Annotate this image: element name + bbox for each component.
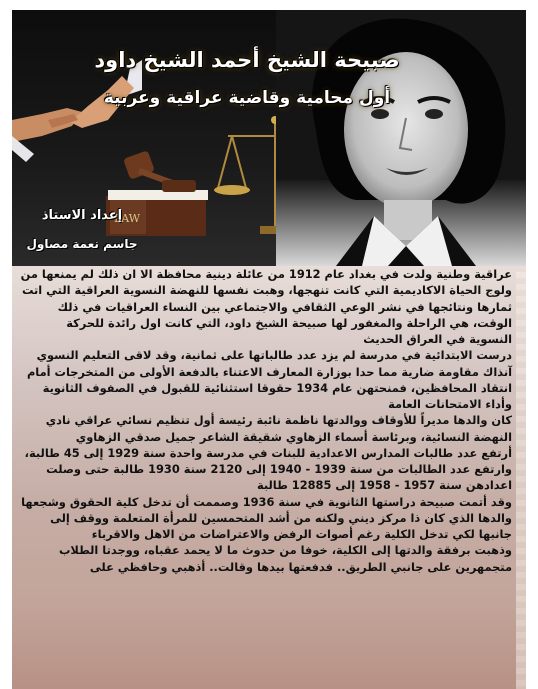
headline-name: صبيحة الشيخ أحمد الشيخ داود (94, 48, 400, 72)
article-body (12, 266, 526, 689)
author-credit (22, 208, 142, 251)
article-text (20, 266, 512, 575)
paragraph: وذهبت برفقة والدتها إلى الكلية، خوفا من حدوث ما لا يحمد عقباه، ووجدتا الطلاب متجمهرين على جانبي الطريق.. فدفعتها بيدها وقالت.. أذهبي وحافظي على (58, 543, 512, 574)
paragraph: درست الابتدائية في مدرسة لم يزد عدد طالباتها على ثمانية، وقد لاقى التعليم النسوي آنذاك مقاومة ضارية مما حدا بوزارة المعارف الاعتناء بالدفعة الأولى من المتخرجات أمام انتقاد المحافظين، فمنحتهن عام 1934 حقوقا استثنائية للقبول في الصفوف الثانوية وأداء الامتحانات العامة (26, 348, 512, 411)
decorative-border (516, 266, 526, 689)
headline-block (82, 48, 412, 108)
credit-author-name: جاسم نعمة مصاول (26, 237, 138, 251)
header-banner (12, 10, 526, 266)
credit-label: إعداد الاستاذ (41, 208, 123, 223)
paragraph: وقد أتمت صبيحة دراستها الثانوية في سنة 1936 وصممت أن تدخل كلية الحقوق وشجعها والدها الذي كان ذا مركز ديني ولكنه من أشد المتحمسين للمرأة المتعلمة ووقف إلى جانبها لكي تدخل الكلية رغم أصوات الرفض والاعتراضات من الاهل والاقرباء (21, 494, 512, 541)
law-book-spine-text: LAW (114, 212, 141, 225)
headline-subtitle: أول محامية وقاضية عراقية وعربية (103, 88, 391, 108)
paragraph: كان والدها مديراً للأوقاف ووالدتها ناظمة نائبة رئيسة أول تنظيم نسائي عراقي نادي النهضة النسائية، وبرئاسة أسماء الزهاوي شقيقة الشاعر جميل صدقي الزهاوي (45, 413, 512, 444)
paragraph: أرتفع عدد طالبات المدارس الاعدادية للبنات في مدرسة واحدة سنة 1929 إلى 45 طالبة، وارتفع عدد الطالبات من سنة 1939 - 1940 إلى 2120 سنة 1930 طالبة حتى وصلت اعدادهن سنة 1957 - 1958 إلى 12885 طالبة (24, 445, 512, 493)
paragraph: عراقية وطنية ولدت في بغداد عام 1912 من عائلة دينية محافظة الا ان ذلك لم يمنعها من ولوج الحياة الاكاديمية التي كانت تنهجها، وهبت نفسها للنهضة النسوية العراقية التي اتت ثمارها ونتائجها في نشر الوعي الثقافي والاجتماعي بين النساء العراقيات في ذلك الوقت، هي الراحلة والمغفور لها صبيحة الشيخ داود، التي كانت اول رائدة للحركة النسوية في العراق الحديث (20, 267, 512, 346)
